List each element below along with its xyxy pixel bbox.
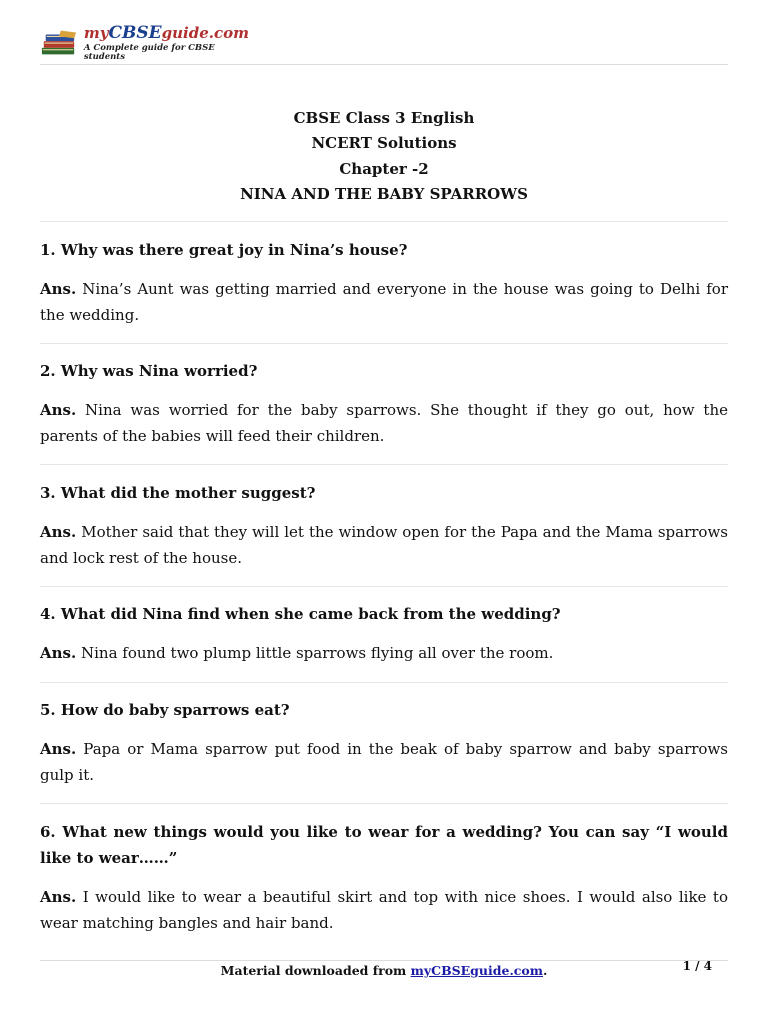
answer-1: Ans. Nina’s Aunt was getting married and everyone in the house was going to Delhi for the wedding. <box>40 280 728 324</box>
brand-name: myCBSEguide.com <box>83 23 249 43</box>
question-1: 1. Why was there great joy in Nina’s house? <box>40 241 408 259</box>
divider <box>40 682 728 683</box>
page-number: 1 / 4 <box>682 959 712 973</box>
title-line-chapter: Chapter -2 <box>339 159 429 178</box>
footer-link[interactable]: myCBSEguide.com <box>410 963 543 978</box>
books-icon <box>40 28 80 58</box>
title-line-class: CBSE Class 3 English <box>293 109 475 127</box>
title-line-chapter-name: NINA AND THE BABY SPARROWS <box>240 184 528 203</box>
question-6: 6. What new things would you like to wear for a wedding? You can say “I would like to wear……” <box>40 823 728 867</box>
document-title <box>40 106 728 207</box>
answer-3: Ans. Mother said that they will let the window open for the Papa and the Mama sparrows and lock rest of the house. <box>40 523 728 567</box>
question-2: 2. Why was Nina worried? <box>40 362 258 380</box>
footer-credit: Material downloaded from myCBSEguide.com. <box>220 963 548 978</box>
mycbseguide-logo[interactable] <box>40 23 250 62</box>
question-4: 4. What did Nina find when she came back from the wedding? <box>40 605 561 623</box>
answer-4: Ans. Nina found two plump little sparrows flying all over the room. <box>40 644 554 662</box>
page-header <box>40 23 728 65</box>
ans-label: Ans. <box>40 644 77 662</box>
answer-5: Ans. Papa or Mama sparrow put food in the beak of baby sparrow and baby sparrows gulp it. <box>40 740 728 784</box>
ans-label: Ans. <box>40 740 77 758</box>
divider <box>40 464 728 465</box>
question-5: 5. How do baby sparrows eat? <box>40 701 290 719</box>
footer-divider <box>40 960 728 961</box>
ans-label: Ans. <box>40 401 77 419</box>
divider <box>40 221 728 222</box>
divider <box>40 803 728 804</box>
title-line-solutions: NCERT Solutions <box>311 134 457 153</box>
answer-2: Ans. Nina was worried for the baby sparrows. She thought if they go out, how the parents of the babies will feed their children. <box>40 401 728 445</box>
question-3: 3. What did the mother suggest? <box>40 484 316 502</box>
divider <box>40 586 728 587</box>
ans-label: Ans. <box>40 280 77 298</box>
ans-label: Ans. <box>40 523 77 541</box>
answer-6: Ans. I would like to wear a beautiful skirt and top with nice shoes. I would also like to wear matching bangles and hair band. <box>40 888 728 932</box>
ans-label: Ans. <box>40 888 77 906</box>
divider <box>40 343 728 344</box>
brand-tagline: A Complete guide for CBSE students <box>83 43 215 62</box>
